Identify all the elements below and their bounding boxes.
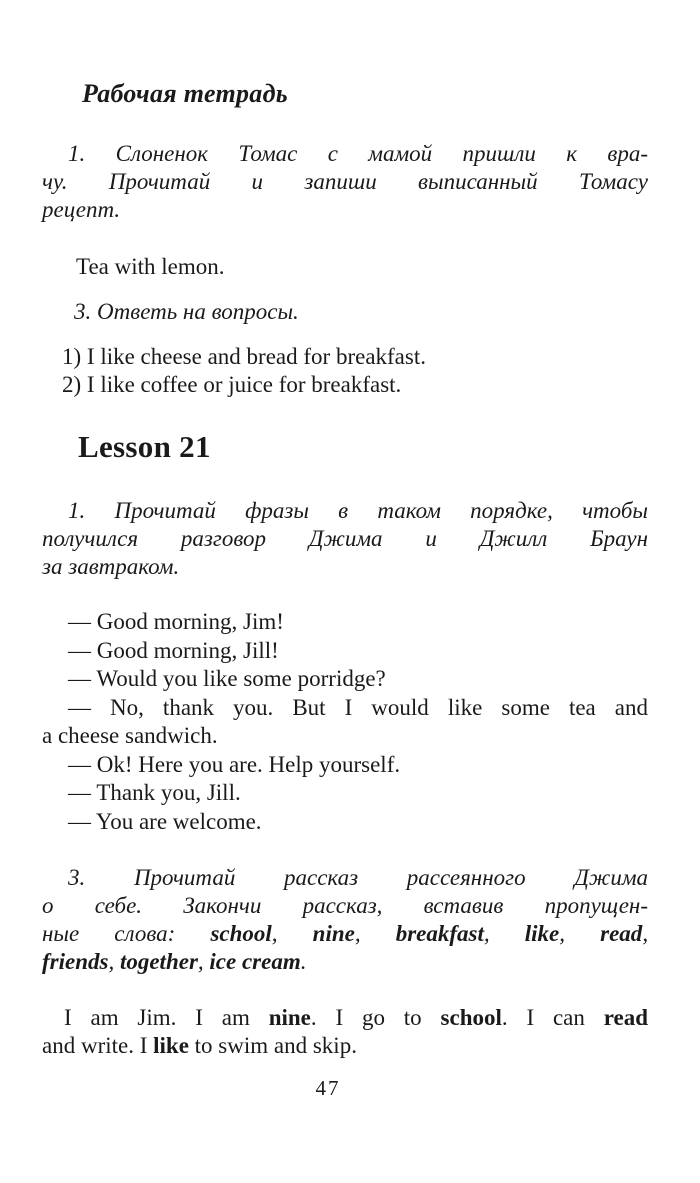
lesson-task1-line: получился разговор Джима и Джилл Браун <box>42 526 648 551</box>
separator: , <box>271 921 313 946</box>
dialogue-line: — You are welcome. <box>68 808 262 834</box>
answer-line: 2) I like coffee or juice for breakfast. <box>62 372 402 397</box>
page-number: 47 <box>315 1076 341 1100</box>
task3-answers <box>42 343 648 399</box>
missing-word: ice cream <box>209 949 301 974</box>
comma: , <box>642 921 649 946</box>
dialogue-line: — Ok! Here you are. Help yourself. <box>68 751 401 777</box>
lesson-task3-line <box>42 948 648 976</box>
lesson-task1-line: 1. Прочитай фразы в таком порядке, чтобы <box>68 498 648 523</box>
dialogue-block <box>42 608 648 836</box>
lesson-title: Lesson 21 <box>78 429 211 464</box>
answer-line: 1) I like cheese and bread for breakfast. <box>62 344 426 369</box>
period: . <box>300 949 307 974</box>
lesson-task3-line <box>42 920 648 948</box>
separator: , <box>108 949 120 974</box>
task3-heading: 3. Ответь на вопросы. <box>74 299 299 324</box>
inserted-word: read <box>603 1005 649 1030</box>
lesson-task3-line: 3. Прочитай рассказ рассеянного Джима <box>68 865 648 890</box>
missing-word: together <box>119 949 198 974</box>
dialogue-line-continuation: a cheese sandwich. <box>42 723 218 748</box>
separator: , <box>559 921 601 946</box>
story-text: . I go to <box>310 1005 441 1030</box>
inserted-word: like <box>153 1033 189 1058</box>
dialogue-line: — No, thank you. But I would like some tea and <box>68 694 648 720</box>
missing-word: read <box>600 921 643 946</box>
task1-instruction-line: рецепт. <box>42 197 121 222</box>
story-line <box>42 1004 648 1032</box>
separator: , <box>483 921 525 946</box>
task1-instruction-line: чу. Прочитай и запиши выписанный Томасу <box>42 169 648 194</box>
dialogue-line: — Thank you, Jill. <box>68 780 241 805</box>
lesson-task3-line: о себе. Закончи рассказ, вставив пропущен- <box>42 893 648 918</box>
dialogue-line: — Would you like some porridge? <box>68 666 386 691</box>
separator: , <box>197 949 210 974</box>
dialogue-line: — Good morning, Jim! <box>68 609 284 634</box>
story-paragraph <box>42 1004 648 1060</box>
inserted-word: nine <box>268 1005 311 1030</box>
separator: , <box>354 921 396 946</box>
story-text: . I can <box>501 1005 604 1030</box>
missing-word: nine <box>312 921 355 946</box>
task1-answer: Tea with lemon. <box>76 254 225 279</box>
lesson-task3-instruction <box>42 864 648 976</box>
missing-word: breakfast <box>395 921 484 946</box>
story-text: to swim and skip. <box>188 1033 357 1058</box>
story-line <box>42 1032 648 1060</box>
missing-word: friends <box>42 949 109 974</box>
story-text: and write. I <box>42 1033 154 1058</box>
workbook-section-title: Рабочая тетрадь <box>82 79 288 108</box>
missing-word: school <box>210 921 272 946</box>
missing-word: like <box>524 921 560 946</box>
task3-lead-text: ные слова: <box>42 921 211 946</box>
task1-instruction <box>42 140 648 224</box>
lesson-task1-instruction <box>42 497 648 581</box>
story-text: I am Jim. I am <box>64 1005 269 1030</box>
inserted-word: school <box>440 1005 502 1030</box>
lesson-task1-line: за завтраком. <box>42 554 180 579</box>
task1-instruction-line: 1. Слоненок Томас с мамой пришли к вра- <box>68 141 648 166</box>
dialogue-line: — Good morning, Jill! <box>68 637 279 663</box>
